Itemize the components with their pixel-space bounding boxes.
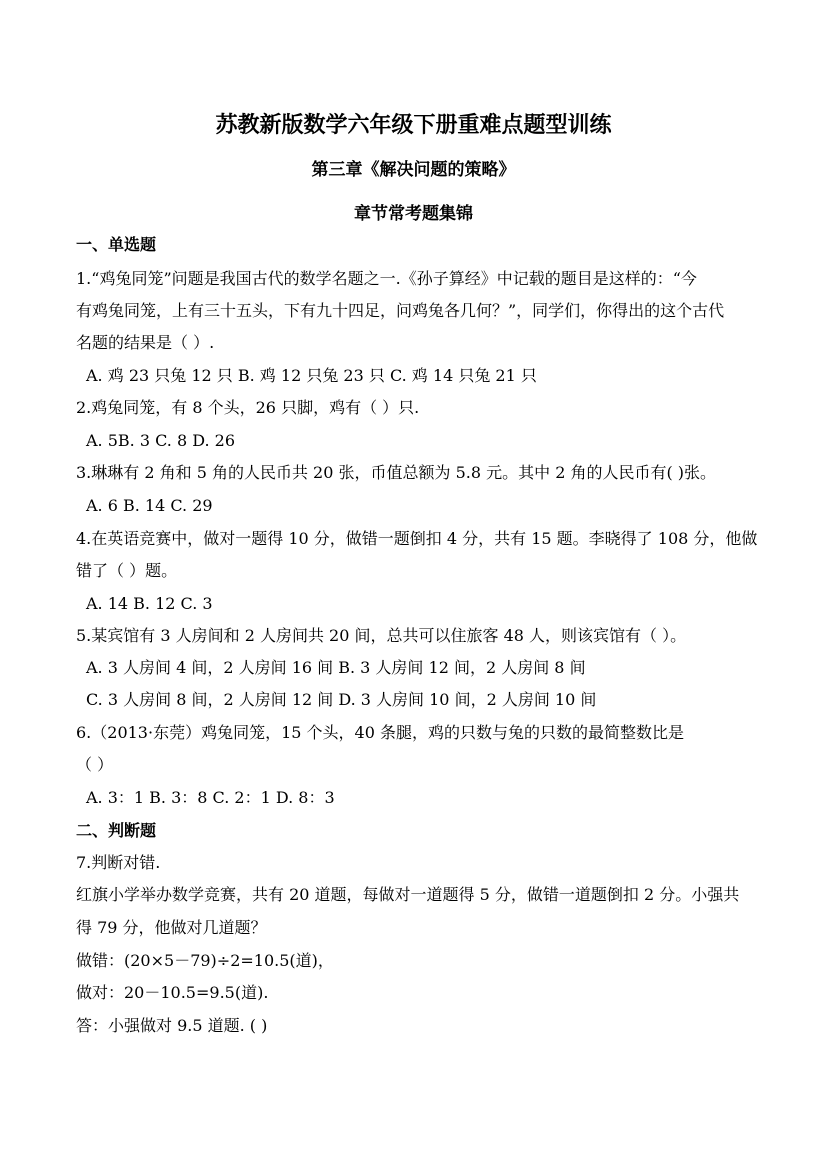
question-6-line-1: 6.（2013·东莞）鸡兔同笼，15 个头，40 条腿，鸡的只数与兔的只数的最简整数比是 <box>76 723 684 742</box>
section-subtitle: 章节常考题集锦 <box>354 204 473 224</box>
question-5-options-row-2: C. 3 人房间 8 间，2 人房间 12 间 D. 3 人房间 10 间，2 人房间 10 间 <box>86 690 597 709</box>
chapter-title: 第三章《解决问题的策略》 <box>311 160 516 180</box>
question-7-line-1: 7.判断对错. <box>76 853 161 872</box>
question-2-options: A. 5B. 3 C. 8 D. 26 <box>86 431 235 450</box>
question-4-options: A. 14 B. 12 C. 3 <box>86 594 213 613</box>
question-5-options-row-1: A. 3 人房间 4 间，2 人房间 16 间 B. 3 人房间 12 间，2 人房间 8 间 <box>86 658 586 677</box>
question-5-line-1: 5.某宾馆有 3 人房间和 2 人房间共 20 间，总共可以住旅客 48 人，则该宾馆有（ ）。 <box>76 626 687 645</box>
question-3-options: A. 6 B. 14 C. 29 <box>86 496 213 515</box>
document-title: 苏教新版数学六年级下册重难点题型训练 <box>215 112 612 138</box>
question-7-line-3: 得 79 分，他做对几道题？ <box>76 918 267 937</box>
question-7-line-2: 红旗小学举办数学竞赛，共有 20 道题，每做对一道题得 5 分，做错一道题倒扣 2 分。小强共 <box>76 885 740 904</box>
question-1-line-3: 名题的结果是（ ）. <box>76 333 215 352</box>
question-1-line-2: 有鸡兔同笼，上有三十五头，下有九十四足，问鸡兔各几何？”，同学们，你得出的这个古代 <box>76 301 725 320</box>
question-4-line-1: 4.在英语竞赛中，做对一题得 10 分，做错一题倒扣 4 分，共有 15 题。李晓得了 108 分，他做 <box>76 529 758 548</box>
section-heading-true-false: 二、判断题 <box>76 821 157 840</box>
question-1-line-1: 1.“鸡兔同笼”问题是我国古代的数学名题之一.《孙子算经》中记载的题目是这样的：“今 <box>76 269 697 288</box>
question-6-options: A. 3：1 B. 3：8 C. 2：1 D. 8：3 <box>86 788 335 807</box>
question-2-line-1: 2.鸡兔同笼，有 8 个头，26 只脚，鸡有（ ）只. <box>76 398 420 417</box>
section-heading-single-choice: 一、单选题 <box>76 235 157 254</box>
question-3-line-1: 3.琳琳有 2 角和 5 角的人民币共 20 张，币值总额为 5.8 元。其中 2 角的人民币有( )张。 <box>76 463 717 482</box>
question-4-line-2: 错了（ ）题。 <box>76 561 178 580</box>
question-7-line-4: 做错：(20×5－79)÷2=10.5(道)， <box>76 951 334 970</box>
question-7-line-6: 答：小强做对 9.5 道题. ( ) <box>76 1016 268 1035</box>
question-7-line-5: 做对：20－10.5=9.5(道). <box>76 983 269 1002</box>
question-6-line-2: （ ） <box>76 755 114 774</box>
question-1-options: A. 鸡 23 只兔 12 只 B. 鸡 12 只兔 23 只 C. 鸡 14 只兔 21 只 <box>86 366 537 385</box>
